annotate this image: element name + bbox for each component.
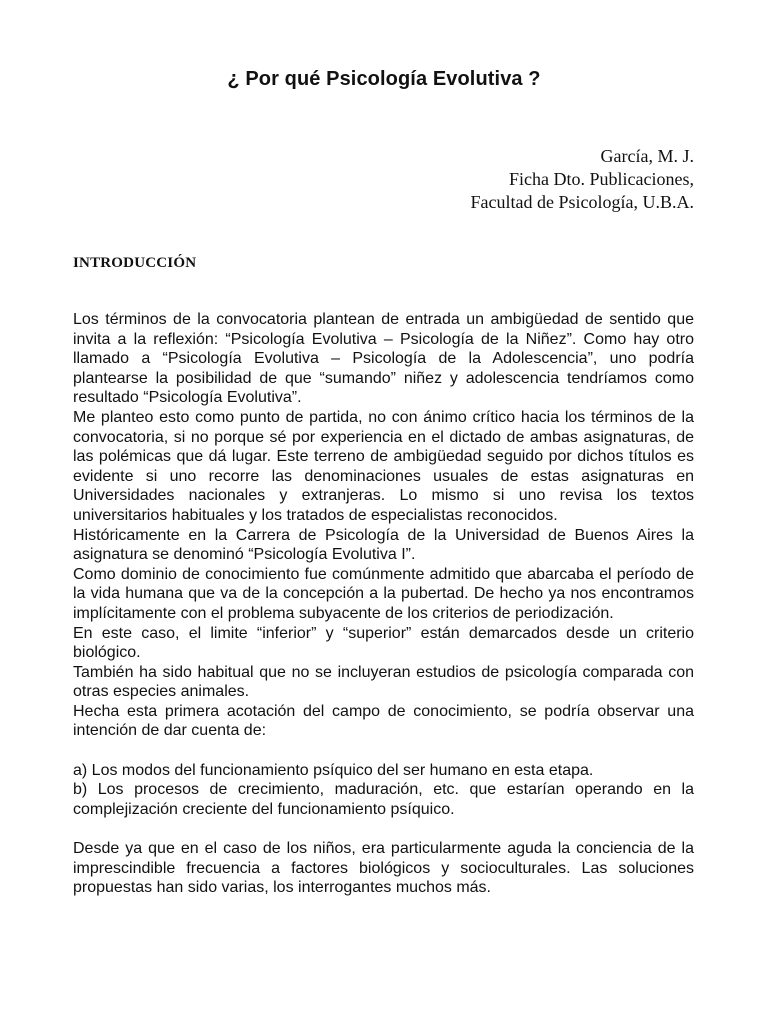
document-title: ¿ Por qué Psicología Evolutiva ? bbox=[227, 68, 541, 90]
paragraph: Me planteo esto como punto de partida, no con ánimo crítico hacia los términos de la convocatoria, si no porque sé por experiencia en el dictado de ambas asignaturas, de las polémicas que dá lugar. Este terreno de ambigüedad seguido por dichos títulos es evidente si uno recorre las denominaciones usuales de estas asignaturas en Universidades nacionales y extranjeras. Lo mismo si uno revisa los textos universitarios habituales y los tratados de especialistas reconocidos. bbox=[73, 408, 694, 524]
document-body bbox=[73, 310, 694, 898]
paragraph: Los términos de la convocatoria plantean de entrada un ambigüedad de sentido que invita a la reflexión: “Psicología Evolutiva – Psicología de la Niñez”. Como hay otro llamado a “Psicología Evolutiva – Psicología de la Adolescencia”, uno podría plantearse la posibilidad de que “sumando” niñez y adolescencia tendríamos como resultado “Psicología Evolutiva”. bbox=[73, 311, 694, 407]
paragraph-spacer bbox=[73, 819, 694, 839]
paragraph: Desde ya que en el caso de los niños, era particularmente aguda la conciencia de la imprescindible frecuencia a factores biológicos y socioculturales. Las soluciones propuestas han sido varias, los interrogantes muchos más. bbox=[73, 840, 694, 897]
paragraph: Históricamente en la Carrera de Psicología de la Universidad de Buenos Aires la asignatura se denominó “Psicología Evolutiva I”. bbox=[73, 526, 694, 564]
author-publication: Ficha Dto. Publicaciones, bbox=[509, 169, 694, 189]
section-heading: INTRODUCCIÓN bbox=[73, 255, 197, 271]
paragraph: También ha sido habitual que no se incluyeran estudios de psicología comparada con otras especies animales. bbox=[73, 663, 694, 701]
author-block bbox=[471, 145, 694, 214]
paragraph: Como dominio de conocimiento fue comúnmente admitido que abarcaba el período de la vida humana que va de la concepción a la pubertad. De hecho ya nos encontramos implícitamente con el problema subyacente de los criterios de periodización. bbox=[73, 565, 694, 622]
list-item: a) Los modos del funcionamiento psíquico del ser humano en esta etapa. bbox=[73, 761, 594, 779]
author-faculty: Facultad de Psicología, U.B.A. bbox=[470, 192, 694, 212]
paragraph-spacer bbox=[73, 741, 694, 761]
paragraph: Hecha esta primera acotación del campo de conocimiento, se podría observar una intención de dar cuenta de: bbox=[73, 702, 694, 740]
paragraph: En este caso, el limite “inferior” y “superior” están demarcados desde un criterio biológico. bbox=[73, 624, 694, 662]
list-item: b) Los procesos de crecimiento, maduración, etc. que estarían operando en la complejización creciente del funcionamiento psíquico. bbox=[73, 781, 694, 818]
author-name: García, M. J. bbox=[600, 146, 694, 166]
